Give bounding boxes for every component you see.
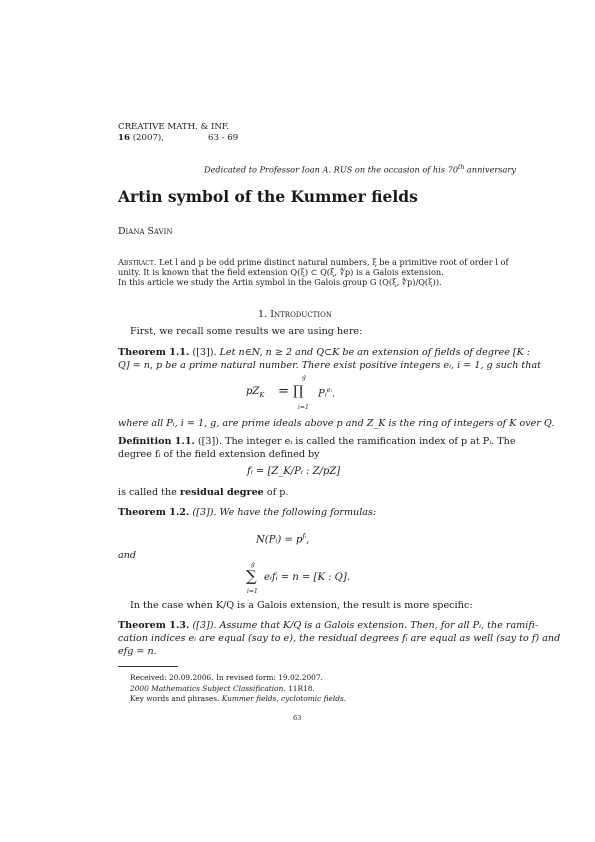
theorem-1-1-equation (246, 376, 346, 410)
definition-1-1-label: Definition 1.1. (118, 436, 195, 447)
sum-upper-limit: g (251, 561, 255, 568)
footnote-rule (118, 666, 178, 667)
footnote-msc (130, 684, 315, 693)
volume: 16 (118, 133, 130, 143)
footnote-received: Received: 20.09.2006. In revised form: 19.02.2007. (130, 673, 323, 682)
abstract-label: Abstract. (118, 257, 157, 267)
equation-lhs (246, 386, 264, 399)
theorem-1-3-line-3: efg = n. (118, 646, 157, 657)
theorem-1-3-line-1 (118, 620, 538, 633)
equation-lhs-sub: K (259, 391, 265, 399)
msc-label: 2000 Mathematics Subject Classification. (130, 684, 286, 693)
theorem-1-3-label: Theorem 1.3. (118, 620, 190, 631)
theorem-1-2-text: ([3]). We have the following formulas: (192, 507, 377, 518)
author-name: Diana Savin (118, 226, 173, 237)
residual-degree-term: residual degree (179, 487, 264, 498)
abstract-line-2: unity. It is known that the field extension Q(ξ) ⊂ Q(ξ, ∜p) is a Galois extension. (118, 267, 444, 277)
definition-1-1-text-1: ([3]). The integer eᵢ is called the ramification index of p at Pᵢ. The (197, 436, 516, 447)
sum-lower-limit: i=1 (247, 588, 258, 595)
theorem-1-1-label: Theorem 1.1. (118, 347, 190, 358)
definition-1-1-text-3c: of p. (263, 487, 289, 498)
theorem-1-2-equation-1 (256, 532, 309, 545)
equation-lhs-text: pZ (246, 386, 260, 397)
intro-text: First, we recall some results we are using here: (130, 326, 363, 337)
theorem-1-2-equation-2 (246, 562, 366, 596)
theorem-1-1-line-2: Q] = n, p be a prime natural number. There exist positive integers eᵢ, i = 1, g such that (118, 360, 542, 371)
dedication-end: anniversary (464, 164, 516, 175)
abstract-line-3: In this article we study the Artin symbol in the Galois group G (Q(ξ, ∜p)/Q(ξ)). (118, 277, 442, 287)
definition-1-1-line-1 (118, 436, 516, 449)
section-title: Introduction (270, 309, 332, 320)
abstract-text-1: Let l and p be odd prime distinct natural numbers, ξ be a primitive root of order l of (159, 257, 509, 267)
and-word: and (118, 550, 137, 561)
theorem-1-1-cite: ([3]). (192, 347, 217, 358)
page-range: 63 - 69 (208, 133, 239, 143)
section-number: 1. (258, 309, 268, 320)
equation-rhs-exp: eᵢ (326, 386, 332, 394)
theorem-1-1-after: where all Pᵢ, i = 1, g, are prime ideals above p and Z_K is the ring of integers of K over Q. (118, 418, 555, 429)
eq1-end: , (306, 534, 310, 546)
galois-case-text: In the case when K/Q is a Galois extension, the result is more specific: (130, 600, 473, 611)
abstract-line-1 (118, 257, 508, 268)
product-upper-limit: g (302, 374, 306, 381)
journal-name: CREATIVE MATH. & INF. (118, 122, 230, 132)
equation-rhs-text: Pᵢ (318, 388, 327, 400)
product-lower-limit: i=1 (298, 404, 309, 411)
section-heading (258, 309, 332, 322)
footnote-keywords (130, 694, 346, 703)
theorem-1-2-label: Theorem 1.2. (118, 507, 190, 518)
definition-1-1-line-3 (118, 487, 288, 500)
definition-1-1-line-2: degree fᵢ of the field extension defined by (118, 449, 320, 460)
page-number: 63 (293, 714, 302, 722)
sum-symbol: ∑ (246, 567, 257, 585)
theorem-1-1-line-1 (118, 347, 530, 360)
year: (2007), (132, 133, 165, 143)
msc-code: 11R18. (288, 684, 315, 693)
definition-1-1-equation: fᵢ = [Z_K/Pᵢ : Z/pZ] (247, 466, 341, 477)
product-symbol: = ∏ (278, 384, 304, 399)
theorem-1-3-text-1: ([3]). Assume that K/Q is a Galois extension. Then, for all Pᵢ, the ramifi- (192, 620, 538, 631)
theorem-1-1-text-1: Let n∈N, n ≥ 2 and Q⊂K be an extension of fields of degree [K : (219, 347, 531, 358)
eq1-exp: fᵢ (302, 532, 307, 540)
dedication-sup: th (458, 164, 465, 171)
keywords-text: Kummer fields, cyclotomic fields. (221, 694, 347, 703)
paper-title: Artin symbol of the Kummer fields (118, 187, 418, 206)
equation-rhs: Pᵢ$^{eᵢ}$. (318, 386, 336, 400)
dedication-text: Dedicated to Professor Ioan A. RUS on the occasion of his 70 (204, 164, 459, 175)
theorem-1-2-line (118, 507, 376, 520)
theorem-1-3-line-2: cation indices eᵢ are equal (say to e), the residual degrees fᵢ are equal as well (say to f) and (118, 633, 561, 644)
journal-volume-line (118, 133, 164, 144)
keywords-label: Key words and phrases. (130, 694, 220, 703)
eq2-main: eᵢfᵢ = n = [K : Q]. (264, 572, 350, 583)
eq1-main: N(Pᵢ) = p (256, 534, 303, 546)
definition-1-1-text-3a: is called the (118, 487, 180, 498)
dedication (204, 164, 516, 175)
